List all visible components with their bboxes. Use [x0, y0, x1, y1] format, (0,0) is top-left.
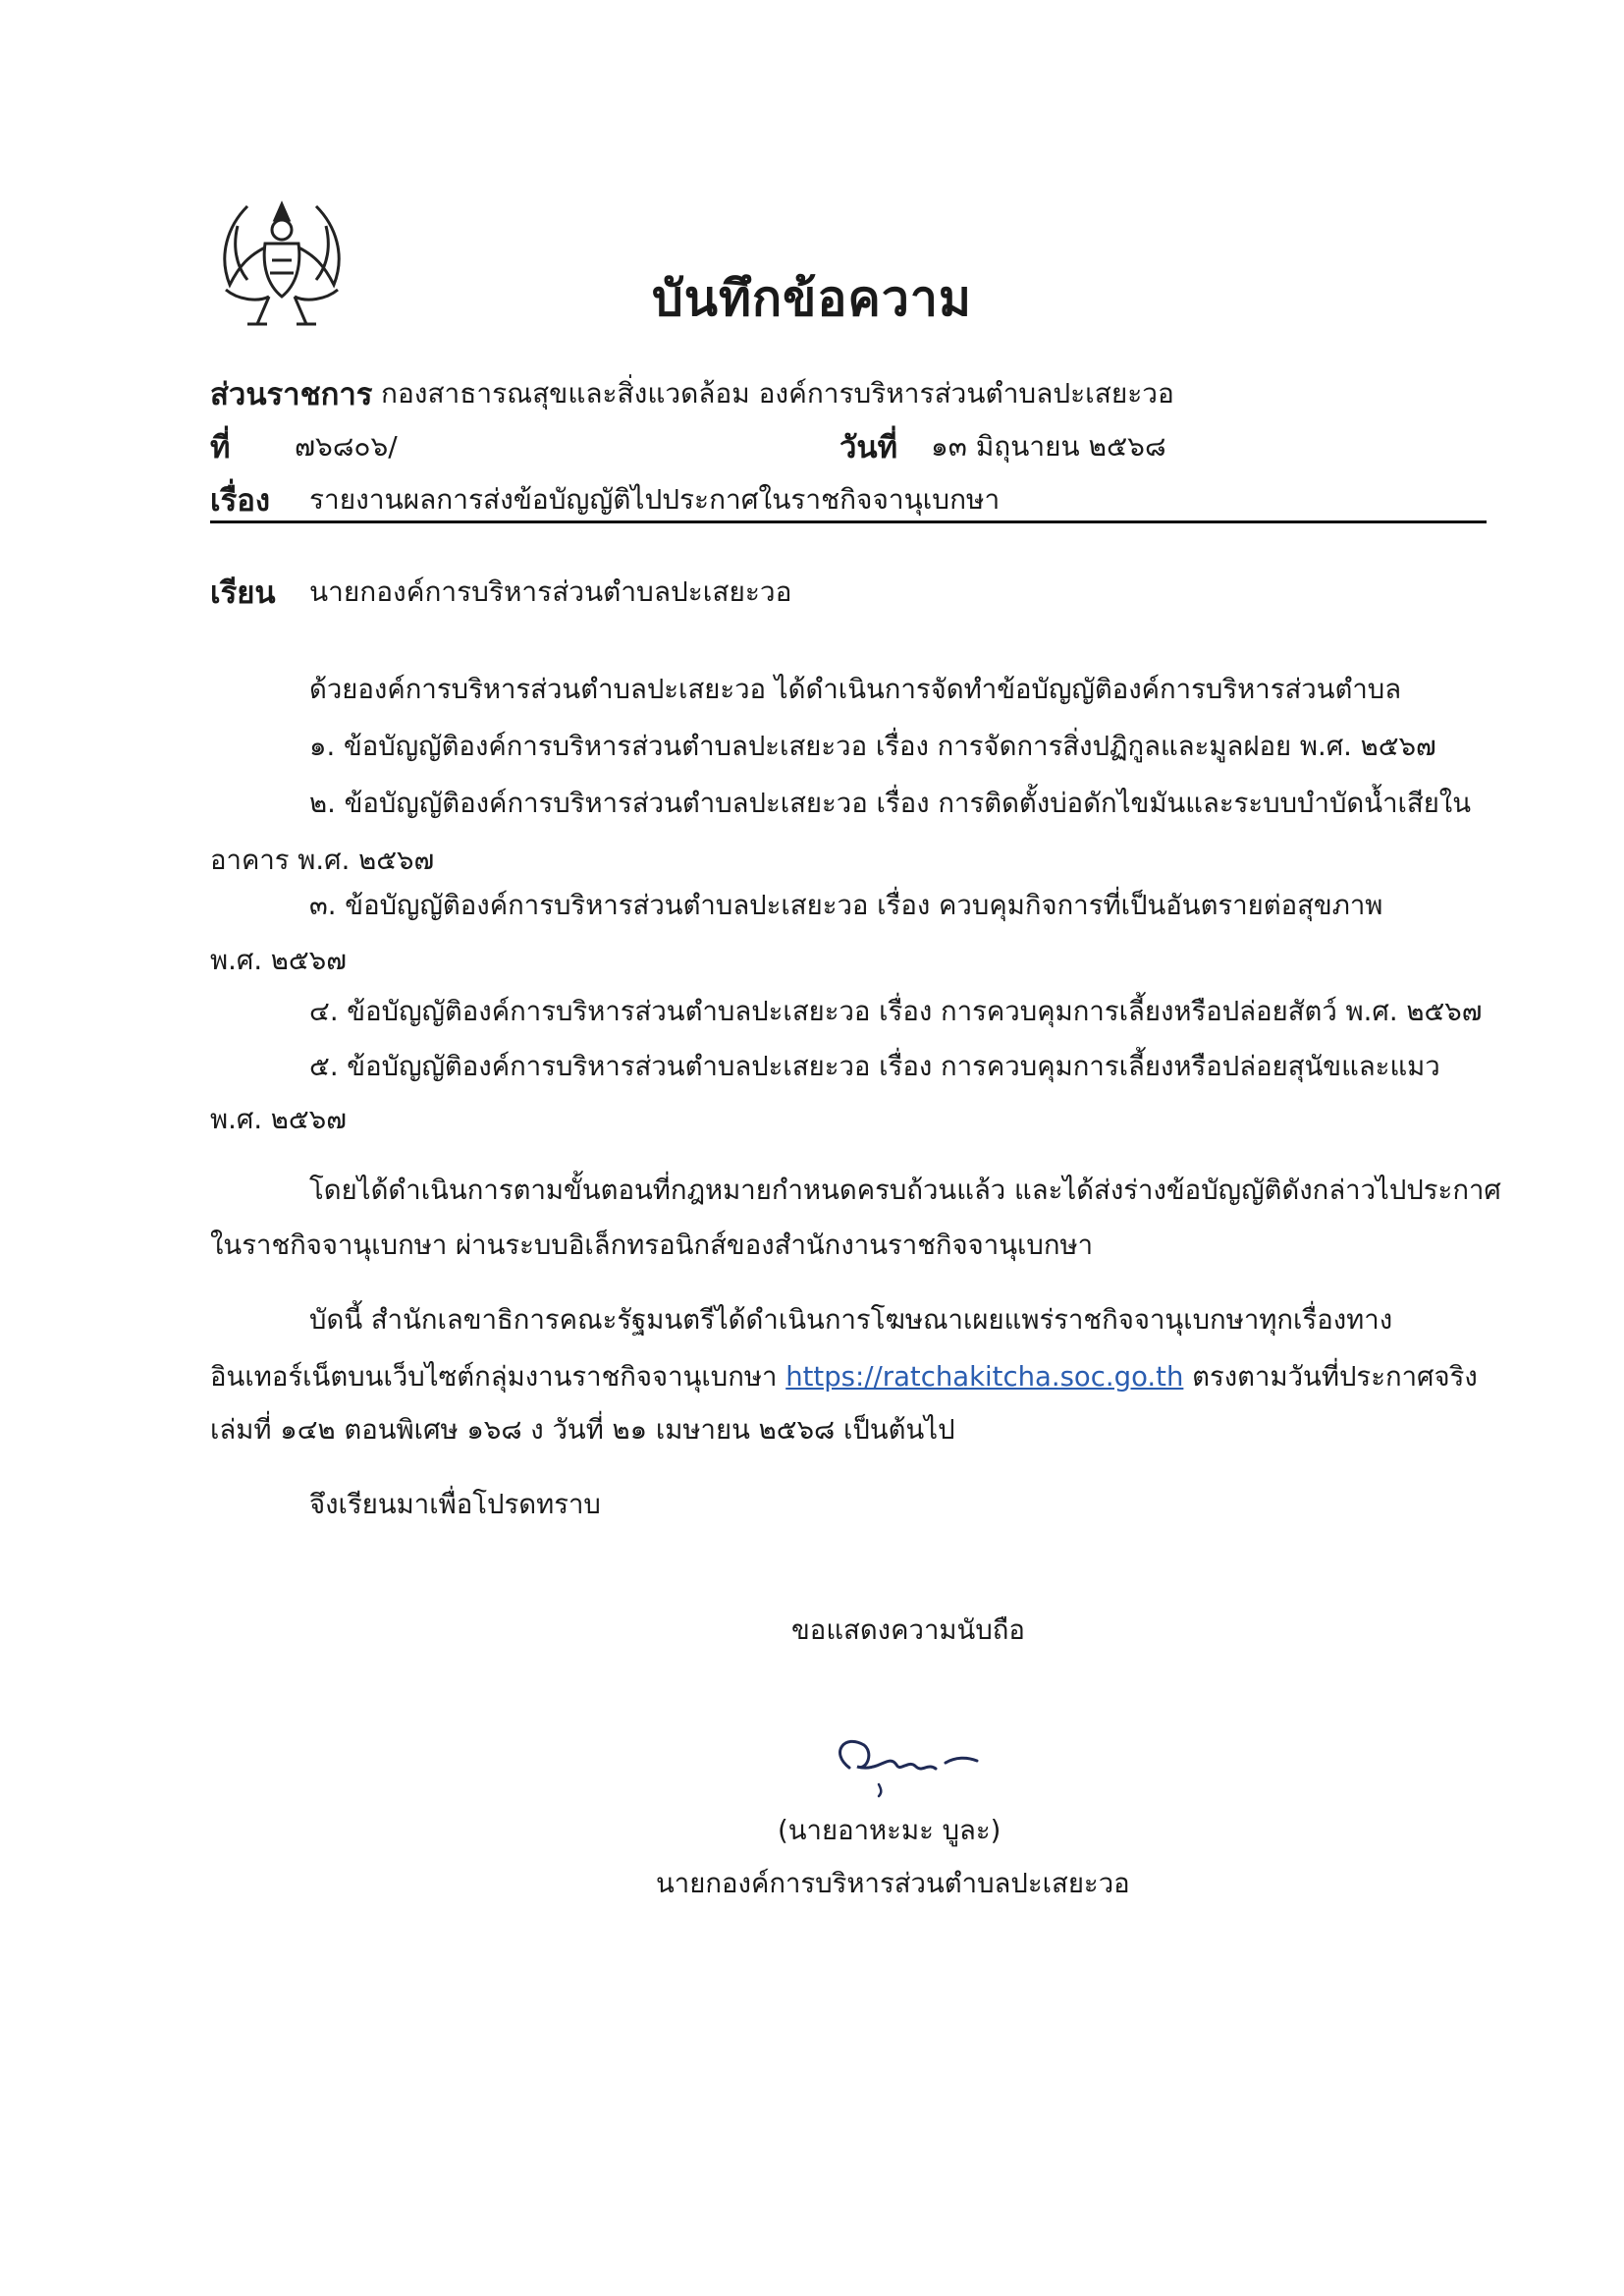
signatory-position: นายกองค์การบริหารส่วนตำบลปะเสยะวอ: [656, 1868, 1130, 1899]
list-item-3-continued: พ.ศ. ๒๕๖๗: [210, 945, 347, 976]
paragraph-2-line-2: ในราชกิจจานุเบกษา ผ่านระบบอิเล็กทรอนิกส์ของสำนักงานราชกิจจานุเบกษา: [210, 1230, 1094, 1261]
header-divider: [210, 520, 1487, 523]
reference-label: ที่: [210, 430, 231, 465]
list-item-2-continued: อาคาร พ.ศ. ๒๕๖๗: [210, 845, 435, 876]
handwritten-signature: [820, 1723, 987, 1812]
reference-value: ๗๖๘๐๖/: [295, 430, 398, 463]
list-item-3: ๓. ข้อบัญญัติองค์การบริหารส่วนตำบลปะเสยะวอ เรื่อง ควบคุมกิจการที่เป็นอันตรายต่อสุขภาพ: [309, 890, 1383, 921]
list-item-2: ๒. ข้อบัญญัติองค์การบริหารส่วนตำบลปะเสยะวอ เรื่อง การติดตั้งบ่อดักไขมันและระบบบำบัดน้ำเสียใน: [309, 788, 1472, 819]
paragraph-2-line-1: โดยได้ดำเนินการตามขั้นตอนที่กฎหมายกำหนดครบถ้วนแล้ว และได้ส่งร่างข้อบัญญัติดังกล่าวไปประกาศ: [309, 1175, 1501, 1206]
list-item-5: ๕. ข้อบัญญัติองค์การบริหารส่วนตำบลปะเสยะวอ เรื่อง การควบคุมการเลี้ยงหรือปล่อยสุนัขและแมว: [309, 1051, 1440, 1082]
department-value: กองสาธารณสุขและสิ่งแวดล้อม องค์การบริหารส่วนตำบลปะเสยะวอ: [381, 377, 1174, 410]
regards-text: ขอแสดงความนับถือ: [791, 1614, 1025, 1646]
recipient-value: นายกองค์การบริหารส่วนตำบลปะเสยะวอ: [309, 575, 792, 608]
list-item-1: ๑. ข้อบัญญัติองค์การบริหารส่วนตำบลปะเสยะวอ เรื่อง การจัดการสิ่งปฏิกูลและมูลฝอย พ.ศ. ๒๕๖๗: [309, 731, 1436, 762]
date-label: วันที่: [839, 430, 898, 465]
paragraph-3-line-1: บัดนี้ สำนักเลขาธิการคณะรัฐมนตรีได้ดำเนินการโฆษณาเผยแพร่ราชกิจจานุเบกษาทุกเรื่องทาง: [309, 1304, 1393, 1336]
subject-label: เรื่อง: [210, 483, 271, 519]
intro-paragraph: ด้วยองค์การบริหารส่วนตำบลปะเสยะวอ ได้ดำเนินการจัดทำข้อบัญญัติองค์การบริหารส่วนตำบล: [309, 674, 1402, 705]
paragraph-3-line-3: เล่มที่ ๑๔๒ ตอนพิเศษ ๑๖๘ ง วันที่ ๒๑ เมษายน ๒๕๖๘ เป็นต้นไป: [210, 1414, 955, 1446]
paragraph-3-text-before-link: อินเทอร์เน็ตบนเว็บไซต์กลุ่มงานราชกิจจานุเบกษา: [210, 1361, 786, 1393]
list-item-4: ๔. ข้อบัญญัติองค์การบริหารส่วนตำบลปะเสยะวอ เรื่อง การควบคุมการเลี้ยงหรือปล่อยสัตว์ พ.ศ. ๒๕๖๗: [309, 996, 1483, 1027]
recipient-label: เรียน: [210, 575, 276, 611]
closing-line: จึงเรียนมาเพื่อโปรดทราบ: [309, 1489, 601, 1520]
paragraph-3-text-after-link: ตรงตามวันที่ประกาศจริง: [1183, 1361, 1478, 1393]
ratchakitcha-website-link[interactable]: https://ratchakitcha.soc.go.th: [785, 1361, 1184, 1393]
department-label: ส่วนราชการ: [210, 377, 373, 412]
paragraph-3-line-2: [210, 1355, 1478, 1398]
signatory-name: (นายอาหะมะ บูละ): [778, 1815, 1001, 1846]
date-value: ๑๓ มิถุนายน ๒๕๖๘: [931, 430, 1166, 463]
list-item-5-continued: พ.ศ. ๒๕๖๗: [210, 1104, 347, 1135]
document-title: บันทึกข้อความ: [652, 270, 972, 327]
subject-value: รายงานผลการส่งข้อบัญญัติไปประกาศในราชกิจจานุเบกษา: [309, 483, 1001, 516]
